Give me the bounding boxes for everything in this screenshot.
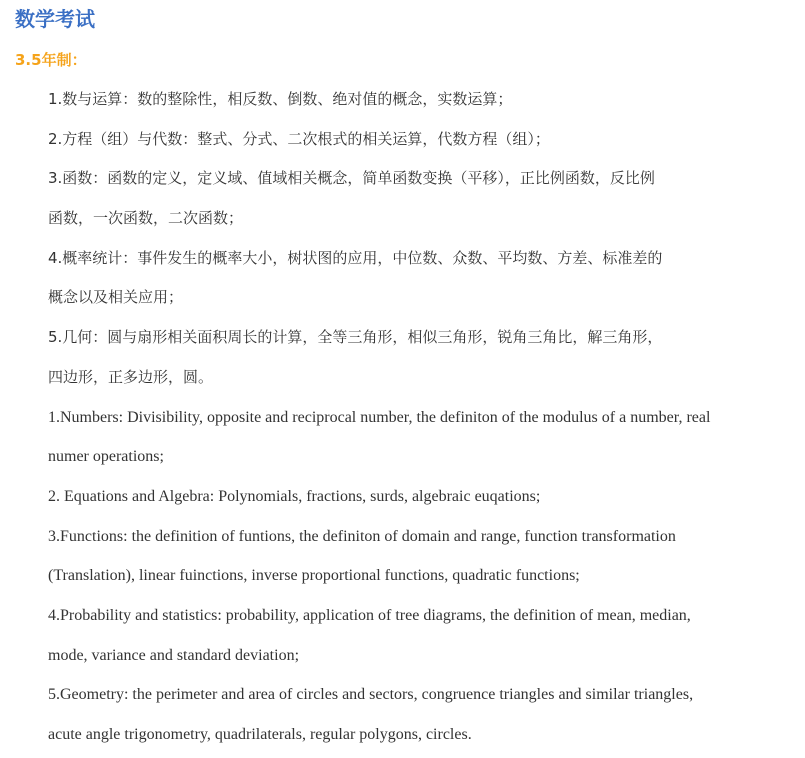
english-line: 1.Numbers: Divisibility, opposite and reciprocal number, the definiton of the modulus of a number, real (48, 408, 711, 426)
chinese-line: 3.函数：函数的定义，定义域、值域相关概念，简单函数变换（平移），正比例函数，反比例 (48, 169, 655, 188)
chinese-line: 概念以及相关应用； (48, 288, 184, 307)
chinese-syllabus (48, 80, 800, 398)
chinese-line: 4.概率统计：事件发生的概率大小，树状图的应用，中位数、众数、平均数、方差、标准差的 (48, 248, 663, 267)
chinese-line: 1.数与运算：数的整除性，相反数、倒数、绝对值的概念，实数运算； (48, 90, 513, 108)
program-subtitle: 3.5年制： (15, 51, 87, 69)
english-syllabus (48, 398, 800, 755)
syllabus-content (48, 80, 800, 755)
english-line: 3.Functions: the definition of funtions, the definiton of domain and range, function transformation (48, 527, 676, 545)
chinese-line: 四边形，正多边形，圆。 (48, 367, 214, 386)
chinese-line: 5.几何：圆与扇形相关面积周长的计算，全等三角形，相似三角形，锐角三角比，解三角形， (48, 328, 663, 347)
english-line: 5.Geometry: the perimeter and area of circles and sectors, congruence triangles and similar triangles, (48, 686, 694, 704)
english-line: numer operations; (48, 448, 164, 466)
english-line: acute angle trigonometry, quadrilaterals, regular polygons, circles. (48, 726, 472, 743)
chinese-line: 2.方程（组）与代数：整式、分式、二次根式的相关运算，代数方程（组）； (48, 129, 550, 148)
english-line: 2. Equations and Algebra: Polynomials, fractions, surds, algebraic euqations; (48, 487, 541, 505)
english-line: 4.Probability and statistics: probability, application of tree diagrams, the definition of mean, median, (48, 606, 691, 624)
page-title: 数学考试 (15, 7, 95, 31)
english-line: mode, variance and standard deviation; (48, 646, 300, 664)
english-line: (Translation), linear fuinctions, inverse proportional functions, quadratic functions; (48, 567, 580, 585)
chinese-line: 函数，一次函数，二次函数； (48, 209, 244, 228)
